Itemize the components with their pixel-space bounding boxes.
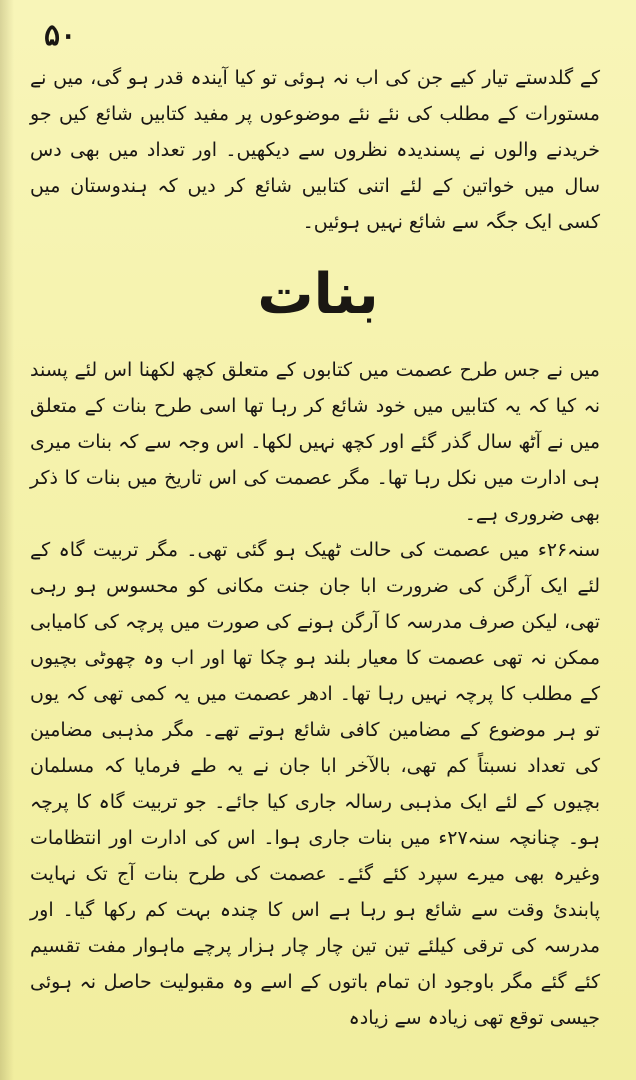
intro-text-block	[30, 60, 600, 240]
intro-paragraph: کے گلدستے تیار کیے جن کی اب نہ ہوئی تو کیا آیندہ قدر ہو گی، میں نے مستورات کے مطلب کی نئے نئے موضوعوں پر مفید کتابیں شائع کیں جو خریدنے والوں نے پسندیدہ نظروں سے دیکھیں۔ اور تعداد میں بھی دس سال میں خواتین کے لئے اتنی کتابیں شائع کر دیں کہ ہندوستان میں کسی ایک جگہ سے شائع نہیں ہوئیں۔	[30, 67, 600, 233]
page-edge-shadow	[0, 0, 14, 1080]
body-text-block	[30, 352, 600, 1036]
body-paragraph-2: سنہ۲۶ء میں عصمت کی حالت ٹھیک ہو گئی تھی۔ مگر تربیت گاہ کے لئے ایک آرگن کی ضرورت ابا جان جنت مکانی کو محسوس ہو رہی تھی، لیکن صرف مدرسہ کا آرگن ہونے کی صورت میں پرچہ کی کامیابی ممکن نہ تھی عصمت کا معیار بلند ہو چکا تھا اور اب وہ چھوٹی بچیوں کے مطلب کا پرچہ نہیں رہا تھا۔ ادھر عصمت میں یہ کمی تھی کہ یوں تو ہر موضوع کے مضامین کافی شائع ہوتے تھے۔ مگر مذہبی مضامین کی تعداد نسبتاً کم تھی، بالآخر ابا جان نے یہ طے فرمایا کہ مسلمان بچیوں کے لئے ایک مذہبی رسالہ جاری کیا جائے۔ جو تربیت گاہ کا پرچہ ہو۔ چنانچہ سنہ۲۷ء میں بنات جاری ہوا۔ اس کی ادارت اور انتظامات وغیرہ بھی میرے سپرد کئے گئے۔ عصمت کی طرح بنات آج تک نہایت پابندیٔ وقت سے شائع ہو رہا ہے اس کا چندہ بہت کم رکھا گیا۔ اور مدرسہ کی ترقی کیلئے تین تین چار چار ہزار پرچے ماہوار مفت تقسیم کئے گئے مگر باوجود ان تمام باتوں کے اسے وہ مقبولیت حاصل نہ ہوئی جیسی توقع تھی زیادہ سے زیادہ	[30, 539, 600, 1029]
section-heading: بنات	[257, 262, 379, 327]
body-paragraph-1: میں نے جس طرح عصمت میں کتابوں کے متعلق کچھ لکھنا اس لئے پسند نہ کیا کہ یہ کتابیں میں خود شائع کر رہا تھا اسی طرح بنات کے متعلق میں نے آٹھ سال گذر گئے اور کچھ نہیں لکھا۔ اس وجہ سے کہ بنات میری ہی ادارت میں نکل رہا تھا۔ مگر عصمت کی اس تاریخ میں بنات کا ذکر بھی ضروری ہے۔	[30, 359, 600, 525]
page-number: ۵۰	[44, 18, 77, 53]
